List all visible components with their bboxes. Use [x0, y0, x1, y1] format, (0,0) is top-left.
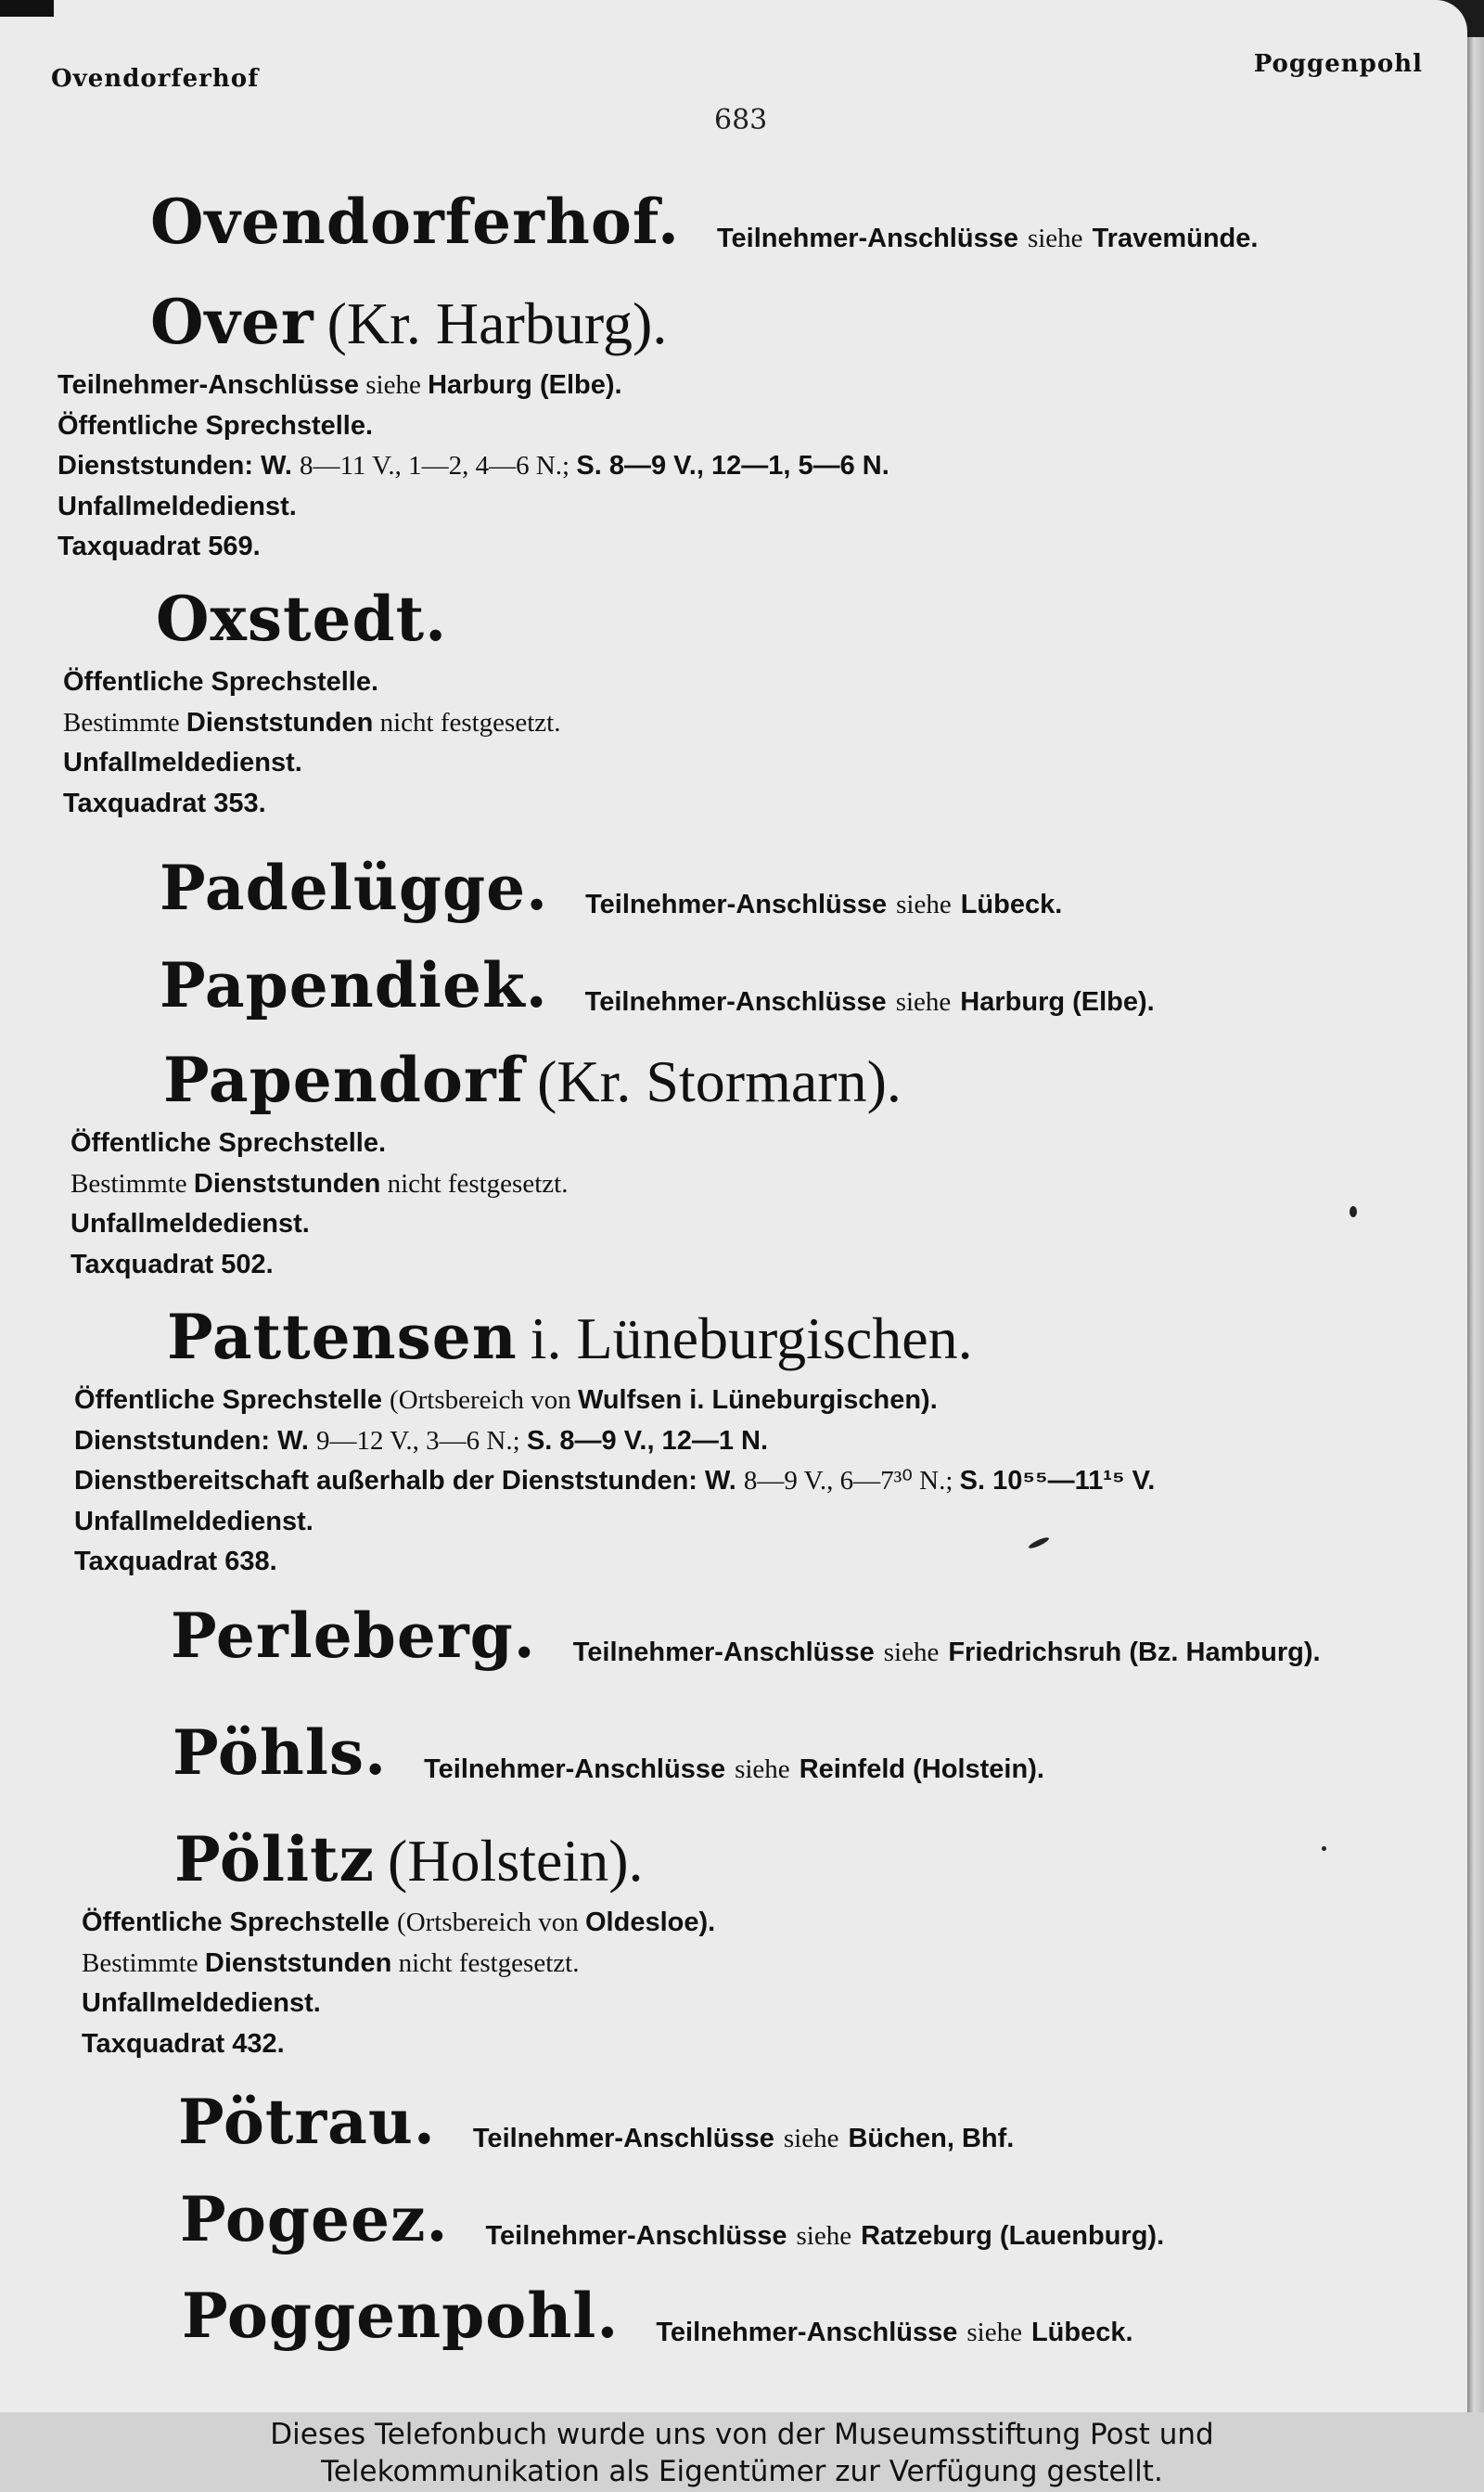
page-number: 683 [714, 104, 768, 136]
ref-word: siehe [783, 2124, 839, 2154]
detail-text-bold: Dienststunden: W. [58, 451, 300, 481]
detail-line [58, 446, 889, 487]
place-name: Perleberg. [171, 1599, 536, 1672]
detail-text-bold2: Wulfsen i. Lüneburgischen). [577, 1385, 938, 1415]
detail-line [70, 1204, 902, 1245]
place-name: Pattensen [167, 1301, 518, 1373]
detail-text-bold2: Harburg (Elbe). [428, 370, 622, 400]
detail-text-bold: Taxquadrat 432. [82, 2028, 285, 2059]
entry-heading [156, 583, 560, 655]
subscriber-reference [656, 2318, 1132, 2347]
detail-line [58, 527, 889, 568]
detail-text-light: Bestimmte [70, 1168, 194, 1199]
place-name: Pogeez. [180, 2183, 449, 2255]
ref-target: Büchen, Bhf. [848, 2124, 1015, 2154]
place-qualifier: (Kr. Stormarn). [537, 1048, 902, 1114]
print-speck [1322, 1846, 1326, 1851]
detail-line [74, 1381, 1155, 1421]
place-name: Pöhls. [173, 1716, 388, 1789]
ref-target: Ratzeburg (Lauenburg). [861, 2221, 1165, 2252]
detail-text-bold2: Oldesloe). [584, 1908, 716, 1937]
detail-line [58, 366, 889, 406]
detail-text-bold2: Dienststunden [204, 1947, 392, 1978]
entry-heading [150, 286, 889, 358]
subscriber-reference [573, 1638, 1321, 1667]
subscriber-reference [473, 2124, 1014, 2153]
entry-heading [163, 1044, 902, 1116]
detail-line [63, 662, 560, 703]
ref-label: Teilnehmer-Anschlüsse [716, 224, 1018, 254]
detail-text-bold: Teilnehmer-Anschlüsse [58, 370, 360, 400]
detail-text-bold: Öffentliche Sprechstelle. [63, 667, 379, 697]
entry [182, 2280, 1133, 2352]
ref-word: siehe [966, 2318, 1022, 2348]
detail-line [82, 1944, 715, 1985]
entry [82, 1823, 716, 2064]
ref-label: Teilnehmer-Anschlüsse [572, 1638, 875, 1668]
detail-text-light: (Ortsbereich von [390, 1385, 578, 1415]
page-edge [1467, 37, 1484, 2412]
detail-line [74, 1542, 1155, 1583]
entry [160, 949, 1155, 1021]
detail-line [63, 784, 560, 825]
ref-word: siehe [896, 890, 952, 920]
detail-text-light: (Ortsbereich von [397, 1908, 585, 1937]
running-head-right: Poggenpohl [1253, 50, 1423, 78]
detail-text-bold2: S. 10⁵⁵—11¹⁵ V. [959, 1466, 1156, 1496]
entry [180, 2183, 1164, 2255]
place-name: Papendorf [163, 1044, 525, 1116]
scan-corner-mark [0, 0, 54, 17]
ref-label: Teilnehmer-Anschlüsse [424, 1754, 726, 1785]
detail-line [74, 1502, 1155, 1543]
entry-heading [174, 1823, 715, 1895]
ref-target: Harburg (Elbe). [960, 987, 1155, 1018]
footer-line-1: Dieses Telefonbuch wurde uns von der Museumsstiftung Post und [270, 2418, 1214, 2451]
detail-text-bold: Unfallmeldedienst. [58, 491, 297, 521]
ref-target: Travemünde. [1092, 224, 1259, 254]
subscriber-reference [424, 1754, 1044, 1784]
detail-line [74, 1461, 1155, 1502]
detail-line [70, 1124, 902, 1164]
detail-line [74, 1421, 1155, 1462]
entry-heading [160, 949, 1155, 1021]
entry [160, 852, 1062, 924]
detail-line [82, 1984, 715, 2024]
ref-word: siehe [895, 987, 952, 1018]
place-name: Poggenpohl. [182, 2280, 620, 2352]
detail-text-bold2: S. 8—9 V., 12—1, 5—6 N. [576, 451, 889, 481]
ref-word: siehe [735, 1754, 790, 1785]
detail-text-bold: Unfallmeldedienst. [63, 748, 302, 777]
subscriber-reference [585, 987, 1155, 1017]
entry [150, 186, 1258, 258]
detail-text-bold: Unfallmeldedienst. [74, 1506, 313, 1536]
detail-text-bold: Taxquadrat 353. [63, 788, 266, 818]
detail-text-bold: Taxquadrat 569. [58, 532, 261, 561]
entry-heading [173, 1716, 1044, 1789]
place-name: Pötrau. [178, 2086, 436, 2158]
subscriber-reference [717, 224, 1259, 253]
ref-label: Teilnehmer-Anschlüsse [472, 2124, 774, 2154]
detail-line [63, 703, 560, 744]
detail-text-bold2: Dienststunden [193, 1168, 381, 1199]
detail-text-bold: Unfallmeldedienst. [70, 1209, 310, 1239]
detail-text-bold: Taxquadrat 638. [74, 1547, 277, 1576]
detail-text-bold: Unfallmeldedienst. [82, 1988, 321, 2018]
ref-label: Teilnehmer-Anschlüsse [584, 987, 887, 1018]
entry-heading [180, 2183, 1164, 2255]
place-name: Oxstedt. [156, 583, 448, 655]
subscriber-reference [485, 2221, 1164, 2251]
detail-text-suffix: nicht festgesetzt. [380, 1168, 569, 1199]
entry-details [70, 1124, 902, 1285]
entry-heading [171, 1599, 1321, 1672]
place-name: Ovendorferhof. [150, 186, 680, 258]
detail-text-bold: Öffentliche Sprechstelle [74, 1385, 390, 1415]
detail-text-light: Bestimmte [82, 1947, 205, 1978]
detail-text-bold: Dienstbereitschaft außerhalb der Dienststunden: W. [74, 1466, 744, 1496]
ref-word: siehe [883, 1638, 940, 1668]
ref-word: siehe [1027, 224, 1083, 254]
entry [74, 1301, 1156, 1583]
entry-heading [178, 2086, 1014, 2158]
place-name: Pölitz [174, 1823, 375, 1895]
ref-word: siehe [796, 2221, 852, 2252]
detail-text-suffix: nicht festgesetzt. [373, 707, 561, 738]
running-head-left: Ovendorferhof [51, 65, 260, 93]
detail-text-light: 9—12 V., 3—6 N.; [316, 1425, 527, 1456]
place-name: Papendiek. [160, 949, 548, 1021]
detail-line [70, 1164, 902, 1205]
ref-target: Reinfeld (Holstein). [799, 1754, 1044, 1785]
entry [58, 286, 889, 568]
detail-text-light: 8—11 V., 1—2, 4—6 N.; [300, 451, 577, 481]
entry-details [63, 662, 560, 824]
detail-text-bold: Öffentliche Sprechstelle. [58, 410, 374, 441]
ref-target: Lübeck. [1030, 2318, 1133, 2348]
detail-line [58, 487, 889, 528]
place-name: Over [150, 286, 314, 358]
detail-text-suffix: nicht festgesetzt. [391, 1947, 580, 1978]
entry-heading [160, 852, 1062, 924]
detail-line [58, 406, 889, 447]
footer-notice [0, 2412, 1484, 2492]
detail-text-bold: Öffentliche Sprechstelle [82, 1908, 398, 1937]
ref-target: Friedrichsruh (Bz. Hamburg). [948, 1638, 1321, 1668]
ref-label: Teilnehmer-Anschlüsse [585, 890, 888, 920]
detail-text-light: siehe [359, 370, 429, 400]
detail-text-bold2: S. 8—9 V., 12—1 N. [526, 1425, 769, 1456]
entry [171, 1599, 1321, 1672]
detail-text-bold2: Dienststunden [186, 707, 374, 738]
subscriber-reference [585, 890, 1062, 919]
place-qualifier: i. Lüneburgischen. [530, 1305, 973, 1371]
place-qualifier: (Holstein). [388, 1828, 644, 1894]
entry-heading [150, 186, 1258, 258]
ref-label: Teilnehmer-Anschlüsse [485, 2221, 787, 2252]
ref-target: Lübeck. [960, 890, 1063, 920]
print-speck [1350, 1206, 1357, 1217]
entry [70, 1044, 902, 1285]
entry-details [58, 366, 889, 568]
entry [178, 2086, 1014, 2158]
entry-details [82, 1903, 715, 2064]
entry-heading [182, 2280, 1133, 2352]
detail-line [63, 743, 560, 784]
entry-details [74, 1381, 1155, 1583]
detail-line [70, 1245, 902, 1286]
entry [63, 583, 561, 824]
detail-line [82, 2024, 715, 2065]
detail-text-bold: Öffentliche Sprechstelle. [70, 1128, 387, 1158]
entry-heading [167, 1301, 1155, 1373]
detail-text-bold: Taxquadrat 502. [70, 1249, 274, 1279]
detail-text-light: Bestimmte [63, 707, 186, 738]
footer-line-2: Telekommunikation als Eigentümer zur Verfügung gestellt. [321, 2455, 1163, 2488]
detail-text-light: 8—9 V., 6—7³⁰ N.; [743, 1466, 960, 1496]
detail-line [82, 1903, 715, 1944]
ref-label: Teilnehmer-Anschlüsse [656, 2318, 958, 2348]
place-name: Padelügge. [160, 852, 549, 924]
entry [173, 1716, 1044, 1789]
detail-text-bold: Dienststunden: W. [74, 1425, 316, 1456]
place-qualifier: (Kr. Harburg). [326, 290, 668, 356]
